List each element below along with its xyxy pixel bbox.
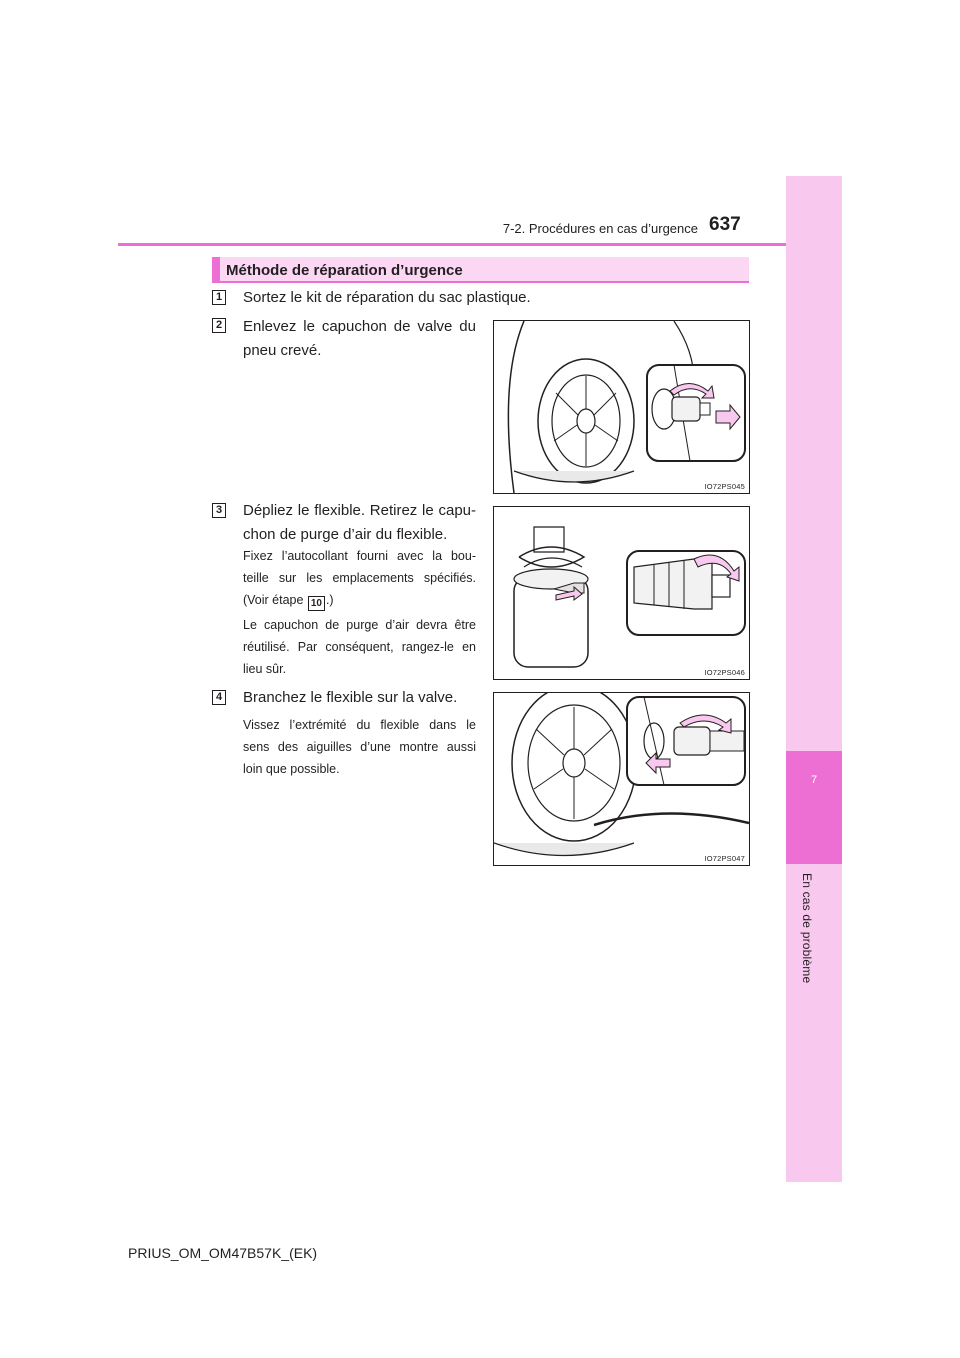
chapter-side-tab [786, 176, 842, 1182]
step-3-note-1-suffix: .) [325, 593, 334, 607]
step-3-note-1-line-1: Fixez l’autocollant fourni avec la bou- [243, 549, 476, 563]
figure-hose-connect [493, 692, 750, 866]
step-4-note-line-3: loin que possible. [243, 762, 340, 776]
step-ref-10: 10 [308, 596, 325, 611]
figure-label-3: IO72PS046 [704, 668, 745, 677]
step-3-text [243, 499, 476, 547]
step-3-number: 3 [212, 503, 226, 518]
page-number: 637 [709, 214, 741, 235]
step-3-note-2-line-3: lieu sûr. [243, 662, 287, 676]
chapter-title: En cas de problème [800, 873, 814, 984]
step-2-line-1: Enlevez le capuchon de valve du [243, 318, 476, 335]
step-4-note-line-1: Vissez l’extrémité du flexible dans le [243, 718, 476, 732]
step-3-note-2-line-1: Le capuchon de purge d’air devra être [243, 618, 476, 632]
step-4-note-line-2: sens des aiguilles d’une montre aussi [243, 740, 476, 754]
bottle-hose-illustration [494, 507, 749, 679]
step-3-note-1-line-3 [243, 589, 476, 611]
hose-connect-illustration [494, 693, 749, 865]
figure-label-4: IO72PS047 [704, 854, 745, 863]
step-4-text: Branchez le flexible sur la valve. [243, 689, 458, 706]
step-2-text [243, 315, 476, 363]
section-bar-accent [212, 257, 220, 281]
header-rule [118, 243, 786, 246]
step-1-text: Sortez le kit de réparation du sac plastique. [243, 289, 531, 306]
step-4-note [243, 714, 476, 780]
step-3-note-1-prefix: (Voir étape [243, 593, 307, 607]
step-3-line-1: Dépliez le flexible. Retirez le capu- [243, 502, 476, 519]
step-3-note-1 [243, 545, 476, 611]
figure-label-2: IO72PS045 [704, 482, 745, 491]
chapter-side-tab-active [786, 751, 842, 864]
step-3-line-2: chon de purge d’air du flexible. [243, 526, 448, 543]
header-section: 7-2. Procédures en cas d’urgence [502, 221, 698, 236]
chapter-number: 7 [810, 774, 818, 786]
section-title: Méthode de réparation d’urgence [226, 262, 463, 279]
figure-hose-unfold [493, 506, 750, 680]
step-3-note-2 [243, 614, 476, 680]
figure-valve-cap-removal [493, 320, 750, 494]
step-3-note-2-line-2: réutilisé. Par conséquent, rangez-le en [243, 640, 476, 654]
section-title-bar [212, 257, 749, 283]
step-2-number: 2 [212, 318, 226, 333]
step-2-line-2: pneu crevé. [243, 342, 322, 359]
valve-cap-illustration [494, 321, 749, 493]
step-3-note-1-line-2: teille sur les emplacements spécifiés. [243, 571, 476, 585]
step-4-number: 4 [212, 690, 226, 705]
footer-document-code: PRIUS_OM_OM47B57K_(EK) [128, 1245, 318, 1261]
step-1-number: 1 [212, 290, 226, 305]
